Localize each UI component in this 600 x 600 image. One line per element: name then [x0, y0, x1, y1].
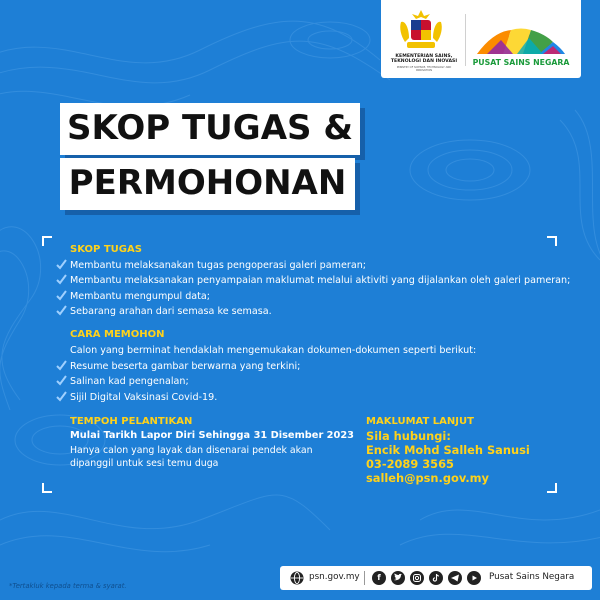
contact-email[interactable]: salleh@psn.gov.my [366, 471, 489, 485]
footer-social-bar [280, 566, 592, 590]
psn-dome-logo-icon [473, 24, 569, 58]
globe-icon [290, 571, 304, 585]
telegram-icon[interactable] [448, 571, 462, 585]
contact-name: Encik Mohd Salleh Sanusi [366, 443, 530, 457]
ministry-name: KEMENTERIAN SAINS, TEKNOLOGI DAN INOVASI [390, 54, 458, 65]
instagram-icon[interactable] [410, 571, 424, 585]
list-item [56, 258, 570, 273]
check-icon [56, 391, 67, 402]
skop-tugas-list [56, 258, 570, 320]
maklumat-heading: MAKLUMAT LANJUT [366, 416, 474, 427]
list-item-text: Sijil Digital Vaksinasi Covid-19. [70, 391, 218, 403]
check-icon [56, 274, 67, 285]
check-icon [56, 290, 67, 301]
list-item-text: Sebarang arahan dari semasa ke semasa. [70, 306, 272, 318]
tempoh-heading: TEMPOH PELANTIKAN [70, 416, 193, 427]
list-item-text: Resume beserta gambar berwarna yang terkini; [70, 361, 301, 372]
frame-corner-top-right [547, 236, 557, 246]
check-icon [56, 375, 67, 386]
frame-corner-bottom-left [42, 483, 52, 493]
list-item-text: Membantu melaksanakan penyampaian maklumat melalui aktiviti yang dijalankan oleh galeri pameran; [70, 275, 571, 287]
cara-memohon-intro: Calon yang berminat hendaklah mengemukakan dokumen-dokumen seperti berikut: [70, 345, 477, 356]
tempoh-period: Mulai Tarikh Lapor Diri Sehingga 31 Disember 2023 [70, 430, 354, 441]
skop-tugas-heading: SKOP TUGAS [70, 244, 142, 255]
check-icon [56, 360, 67, 371]
tiktok-icon[interactable] [429, 571, 443, 585]
facebook-icon[interactable]: f [372, 571, 386, 585]
tempoh-note: Hanya calon yang layak dan disenarai pendek akan dipanggil untuk sesi temu duga [70, 445, 313, 469]
list-item-text: Membantu melaksanakan tugas pengoperasi galeri pameran; [70, 260, 367, 271]
title-line-2: PERMOHONAN [60, 158, 355, 210]
contact-phone[interactable]: 03-2089 3565 [366, 457, 454, 471]
malaysia-crest-icon [395, 8, 447, 52]
website-link[interactable]: psn.gov.my [309, 572, 360, 582]
list-item [56, 374, 300, 389]
cara-memohon-list [56, 359, 300, 405]
header-logo-box [381, 0, 581, 78]
check-icon [56, 305, 67, 316]
list-item [56, 359, 300, 374]
twitter-icon[interactable] [391, 571, 405, 585]
ministry-subtitle: MINISTRY OF SCIENCE, TECHNOLOGY AND INNOVATION [396, 66, 452, 72]
youtube-icon[interactable] [467, 571, 481, 585]
check-icon [56, 259, 67, 270]
list-item [56, 289, 570, 304]
title-line-1: SKOP TUGAS & [60, 103, 360, 155]
list-item [56, 304, 570, 319]
contact-label: Sila hubungi: [366, 429, 451, 443]
psn-name: PUSAT SAINS NEGARA [472, 58, 570, 67]
list-item [56, 390, 300, 405]
list-item [56, 273, 570, 288]
disclaimer-text: *Tertakluk kepada terma & syarat. [9, 582, 127, 590]
logo-divider [465, 14, 466, 66]
cara-memohon-heading: CARA MEMOHON [70, 329, 165, 340]
frame-corner-top-left [42, 236, 52, 246]
footer-divider [364, 571, 365, 585]
list-item-text: Salinan kad pengenalan; [70, 376, 189, 388]
social-account-name: Pusat Sains Negara [489, 572, 575, 582]
list-item-text: Membantu mengumpul data; [70, 290, 211, 302]
frame-corner-bottom-right [547, 483, 557, 493]
